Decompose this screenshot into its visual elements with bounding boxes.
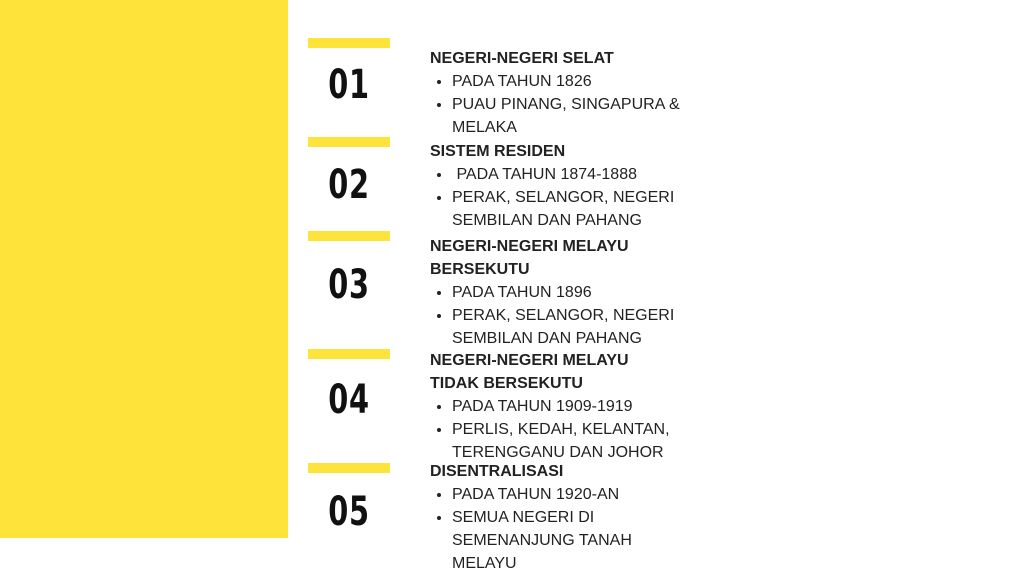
accent-bar-01 (308, 38, 390, 48)
bullet-list (430, 70, 680, 139)
list-item: • PUAU PINANG, SINGAPURA & MELAKA (452, 93, 680, 139)
bullet-list (430, 395, 680, 464)
bullet-list (430, 163, 680, 232)
accent-bar-04 (308, 349, 390, 359)
list-item: • PERAK, SELANGOR, NEGERI SEMBILAN DAN PAHANG (452, 186, 680, 232)
section-01 (430, 47, 680, 139)
list-item: • PADA TAHUN 1896 (452, 281, 680, 304)
section-04 (430, 349, 680, 464)
list-item: • PADA TAHUN 1826 (452, 70, 680, 93)
bullet-list (430, 281, 680, 350)
step-number-04: 04 (328, 377, 370, 423)
section-heading: DISENTRALISASI (430, 463, 564, 480)
list-item: • PERAK, SELANGOR, NEGERI SEMBILAN DAN PAHANG (452, 304, 680, 350)
section-05 (430, 460, 680, 575)
step-number-03: 03 (328, 262, 370, 308)
section-heading: NEGERI-NEGERI MELAYU BERSEKUTU (430, 238, 629, 278)
section-heading: NEGERI-NEGERI SELAT (430, 50, 614, 67)
list-item: • PADA TAHUN 1874-1888 (452, 163, 680, 186)
accent-bar-05 (308, 463, 390, 473)
list-item: • SEMUA NEGERI DI SEMENANJUNG TANAH MELAYU (452, 506, 680, 575)
step-number-01: 01 (328, 62, 370, 108)
list-item: • PERLIS, KEDAH, KELANTAN, TERENGGANU DAN JOHOR (452, 418, 680, 464)
section-heading: SISTEM RESIDEN (430, 143, 566, 160)
yellow-side-panel (0, 0, 288, 538)
list-item: • PADA TAHUN 1920-AN (452, 483, 680, 506)
section-03 (430, 235, 680, 350)
bullet-list (430, 483, 680, 575)
accent-bar-02 (308, 137, 390, 147)
section-02 (430, 140, 680, 232)
section-heading: NEGERI-NEGERI MELAYU TIDAK BERSEKUTU (430, 352, 629, 392)
list-item: • PADA TAHUN 1909-1919 (452, 395, 680, 418)
step-number-02: 02 (328, 162, 370, 208)
accent-bar-03 (308, 231, 390, 241)
step-number-05: 05 (328, 489, 370, 535)
